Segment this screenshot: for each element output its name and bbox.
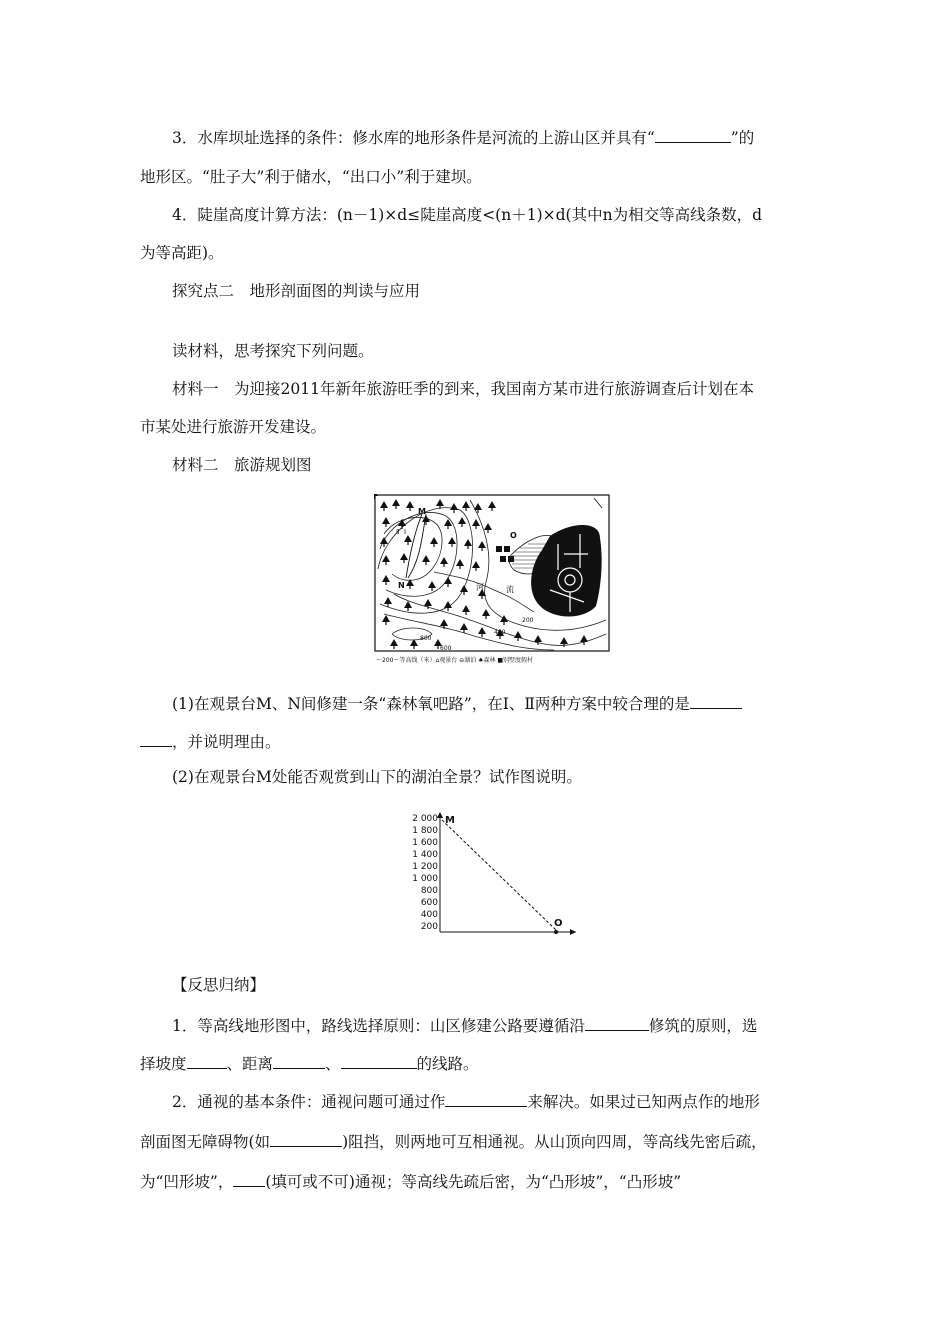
r2-text-f: (填可或不可)通视；等高线先疏后密，为“凸形坡”，“凸形坡” bbox=[265, 1173, 682, 1191]
y-tick-800: 800 bbox=[420, 886, 438, 896]
r1-text-e: 、 bbox=[325, 1055, 341, 1073]
blank-r2-b bbox=[270, 1132, 342, 1147]
map-label-river-he: 河 bbox=[476, 583, 484, 592]
r1-text-a: 1．等高线地形图中，路线选择原则：山区修建公路要遵循沿 bbox=[172, 1017, 585, 1035]
material-1-line1: 材料一 为迎接2011年新年旅游旺季的到来，我国南方某市进行旅游调查后计划在本 bbox=[172, 380, 754, 398]
point-O-label: O bbox=[554, 918, 563, 929]
r2-text-b: 来解决。如果过已知两点作的地形 bbox=[527, 1093, 760, 1111]
reflect-1-line2 bbox=[140, 1054, 812, 1073]
blank-r1-d bbox=[341, 1054, 417, 1069]
q1-text-b: ，并说明理由。 bbox=[172, 733, 281, 751]
x-axis-arrow-icon bbox=[570, 929, 576, 935]
reflect-1-line1 bbox=[172, 1016, 844, 1035]
y-tick-400: 400 bbox=[420, 910, 438, 920]
question-1-line1 bbox=[172, 694, 844, 713]
blank-r2-a bbox=[445, 1092, 527, 1107]
r1-text-b: 修筑的原则，选 bbox=[648, 1017, 758, 1035]
blank-r1-a bbox=[585, 1016, 649, 1031]
paragraph-4-line2: 为等高距)。 bbox=[140, 244, 224, 262]
tourism-planning-map bbox=[374, 494, 610, 666]
blank-r1-b bbox=[187, 1054, 227, 1069]
map-label-N: N bbox=[398, 581, 405, 590]
point-M-label: M bbox=[445, 815, 455, 826]
y-tick-1800: 1 800 bbox=[412, 826, 438, 836]
r2-text-a: 2．通视的基本条件：通视问题可通过作 bbox=[172, 1093, 446, 1111]
blank-q1-cont bbox=[140, 732, 172, 747]
question-1-line2 bbox=[140, 732, 812, 751]
question-2: (2)在观景台M处能否观赏到山下的湖泊全景？试作图说明。 bbox=[172, 768, 582, 786]
reflect-2-line3 bbox=[140, 1172, 812, 1191]
r1-text-f: 的线路。 bbox=[416, 1055, 479, 1073]
y-tick-200: 200 bbox=[420, 922, 438, 932]
section-title: 探究点二 地形剖面图的判读与应用 bbox=[172, 282, 421, 300]
contour-label-200: 200 bbox=[522, 617, 534, 624]
contour-label-600: 600 bbox=[440, 645, 452, 652]
read-instruction: 读材料，思考探究下列问题。 bbox=[172, 342, 374, 360]
map-label-route-I: Ⅰ bbox=[404, 528, 407, 536]
blank-p3 bbox=[655, 128, 731, 143]
reflect-heading: 【反思归纳】 bbox=[172, 976, 266, 994]
p3-text-b: ”的 bbox=[730, 129, 755, 147]
contour-label-800: 800 bbox=[420, 635, 432, 642]
paragraph-3-line1 bbox=[172, 128, 844, 147]
profile-graph bbox=[404, 812, 584, 938]
paragraph-3-line2: 地形区。“肚子大”利于储水，“出口小”利于建坝。 bbox=[140, 168, 482, 186]
map-label-O: O bbox=[510, 531, 517, 540]
y-tick-1400: 1 400 bbox=[412, 850, 438, 860]
sight-line bbox=[442, 820, 556, 930]
map-label-river-liu: 流 bbox=[506, 585, 514, 594]
material-1-line2: 市某处进行旅游开发建设。 bbox=[140, 418, 327, 436]
map-label-M: M bbox=[418, 507, 426, 516]
p3-text-a: 3．水库坝址选择的条件：修水库的地形条件是河流的上游山区并具有“ bbox=[172, 129, 655, 147]
blank-r2-c bbox=[233, 1172, 265, 1187]
point-O-marker bbox=[554, 930, 558, 934]
blank-r1-c bbox=[273, 1054, 325, 1069]
r2-text-d: )阻挡，则两地可互相通视。从山顶向四周，等高线先密后疏， bbox=[342, 1133, 767, 1151]
contour-label-400: 400 bbox=[494, 629, 506, 636]
q1-text-a: (1)在观景台M、N间修建一条“森林氧吧路”，在Ⅰ、Ⅱ两种方案中较合理的是 bbox=[172, 695, 690, 713]
blank-q1 bbox=[690, 694, 742, 709]
y-tick-2000: 2 000 bbox=[412, 814, 438, 824]
r1-text-c: 择坡度 bbox=[140, 1055, 187, 1073]
reflect-2-line1 bbox=[172, 1092, 844, 1111]
r2-text-e: 为“凹形坡”， bbox=[140, 1173, 234, 1191]
y-tick-1200: 1 200 bbox=[412, 862, 438, 872]
y-tick-600: 600 bbox=[420, 898, 438, 908]
material-2-title: 材料二 旅游规划图 bbox=[172, 456, 312, 474]
map-legend: ～200～等高线（米）⌂观景台 ⊖湖泊 ♠森林 ■别墅度假村 bbox=[376, 657, 534, 664]
r1-text-d: 、距离 bbox=[226, 1055, 274, 1073]
map-label-route-II: Ⅱ bbox=[396, 528, 400, 536]
y-tick-1600: 1 600 bbox=[412, 838, 438, 848]
reflect-2-line2 bbox=[140, 1132, 812, 1151]
paragraph-4-line1: 4．陡崖高度计算方法：(n－1)×d≤陡崖高度<(n＋1)×d(其中n为相交等高线条数，d bbox=[172, 206, 762, 224]
r2-text-c: 剖面图无障碍物(如 bbox=[140, 1133, 271, 1151]
y-tick-1000: 1 000 bbox=[412, 874, 438, 884]
